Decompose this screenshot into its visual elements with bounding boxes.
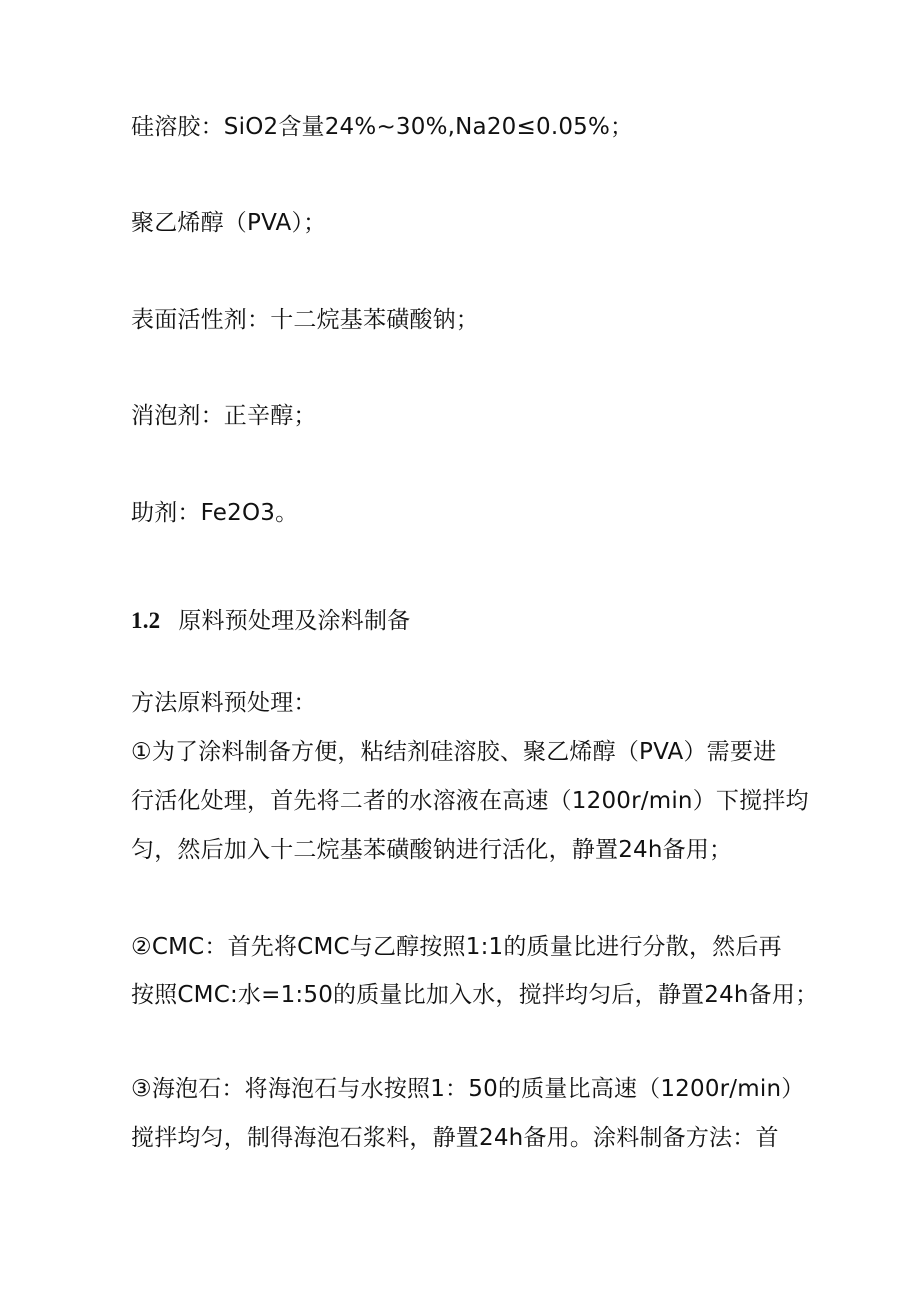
material-defoamer: 消泡剂：正辛醇； (131, 403, 317, 429)
section-number: 1.2 (131, 608, 161, 633)
method-intro: 方法原料预处理： (131, 690, 317, 716)
material-silica-sol: 硅溶胶：SiO2含量24%~30%,Na20≤0.05%； (131, 114, 634, 140)
step1-line-2: 行活化处理，首先将二者的水溶液在高速（1200r/min）下搅拌均 (131, 788, 809, 814)
step2-line-1: ②CMC：首先将CMC与乙醇按照1:1的质量比进行分散，然后再 (131, 934, 782, 960)
material-pva: 聚乙烯醇（PVA）； (131, 210, 327, 236)
section-heading (131, 606, 410, 636)
section-title: 原料预处理及涂料制备 (178, 608, 411, 634)
step3-line-1: ③海泡石：将海泡石与水按照1：50的质量比高速（1200r/min） (131, 1076, 805, 1102)
step1-line-3: 匀，然后加入十二烷基苯磺酸钠进行活化，静置24h备用； (131, 837, 733, 863)
step3-line-2: 搅拌均匀，制得海泡石浆料，静置24h备用。涂料制备方法：首 (131, 1125, 779, 1151)
step1-line-1: ①为了涂料制备方便，粘结剂硅溶胶、聚乙烯醇（PVA）需要进 (131, 739, 777, 765)
material-additive: 助剂：Fe2O3。 (131, 500, 299, 526)
material-surfactant: 表面活性剂：十二烷基苯磺酸钠； (131, 307, 479, 333)
step2-line-2: 按照CMC:水=1:50的质量比加入水，搅拌均匀后，静置24h备用； (131, 982, 819, 1008)
